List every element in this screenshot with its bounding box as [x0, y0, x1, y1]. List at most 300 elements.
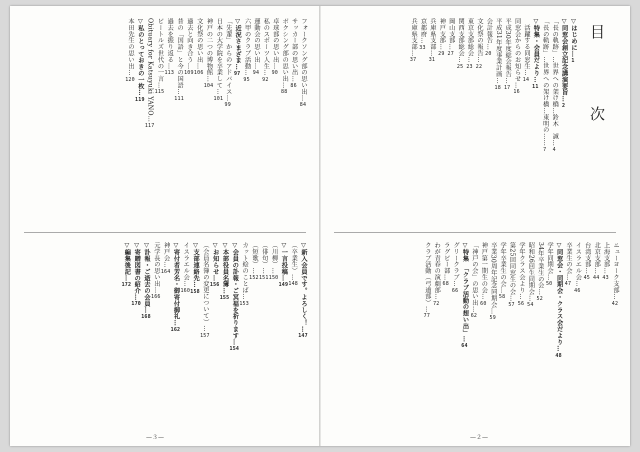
toc-entry: [517, 242, 526, 420]
leader-dots: …: [593, 267, 601, 274]
toc-entry: [174, 18, 184, 224]
toc-entry-title: 神戸会: [162, 242, 170, 262]
toc-entry: [522, 18, 531, 224]
toc-entry-title: カット絵のことば: [241, 242, 249, 294]
toc-entry: [151, 242, 161, 420]
toc-entry-title: ▽新入会員です。よろしく！: [300, 242, 307, 326]
leader-dots: …: [536, 288, 544, 296]
toc-page-number: 117: [144, 123, 155, 130]
toc-entry: [200, 242, 210, 420]
toc-page-number: 160: [180, 287, 191, 294]
right-page: [320, 6, 630, 446]
leader-dots: …: [290, 274, 298, 281]
toc-entry: [535, 242, 544, 420]
toc-page-number: 92: [262, 76, 269, 83]
leader-dots: …: [281, 82, 289, 89]
toc-page-number: 86: [290, 83, 297, 89]
leader-dots: …: [466, 56, 474, 63]
toc-page-number: 45: [583, 275, 590, 281]
toc-page-number: 152: [249, 275, 259, 281]
toc-page-number: 37: [409, 57, 417, 64]
toc-entry-title: 本田先生の思い出: [127, 18, 135, 70]
leader-dots: …: [201, 325, 209, 332]
toc-entry-title: クラブ活動（弓道部）: [423, 242, 431, 306]
toc-column-left-top: [125, 18, 308, 224]
toc-entry: [252, 18, 261, 224]
toc-entry: [456, 18, 465, 224]
toc-page-number: 46: [574, 287, 581, 294]
toc-entry-title: 卒業30周年記念同期会: [489, 242, 497, 308]
toc-page-number: 22: [475, 63, 483, 70]
toc-page-number: 52: [536, 296, 543, 303]
toc-entry-title: （川柳）: [270, 242, 278, 268]
toc-entry-title: 神戸の二つの博物館: [205, 18, 213, 76]
toc-entry: [280, 18, 289, 224]
toc-page-number: 157: [200, 332, 210, 339]
leader-dots: …: [499, 286, 507, 294]
toc-entry-title: 学年卒業生の会: [499, 242, 507, 287]
toc-entry-title: 台湾支部: [583, 242, 591, 268]
toc-entry-title: 私のスポーツ人生: [262, 18, 270, 70]
leader-dots: …: [224, 94, 232, 102]
toc-entry: [239, 242, 249, 420]
toc-page-number: 166: [151, 294, 161, 301]
toc-section-heading: [210, 242, 220, 420]
toc-page-number: 25: [456, 63, 464, 70]
toc-entry-title: ▽同窓会・同期会・クラス会だより: [555, 242, 563, 346]
toc-entry: [432, 242, 441, 420]
toc-entry-title: ボクシング部の思い出: [281, 18, 289, 82]
leader-dots: …: [508, 295, 516, 302]
toc-page-number: 14: [522, 76, 530, 83]
leader-dots: …: [517, 293, 525, 300]
left-page: [10, 6, 320, 446]
leader-dots: …: [185, 62, 193, 70]
toc-entry: [155, 18, 165, 224]
leader-dots: …: [243, 69, 251, 76]
toc-entry-title: 平成30年度総会報告: [504, 18, 512, 78]
toc-page-number: 150: [268, 275, 279, 281]
toc-page-number: 16: [513, 89, 520, 96]
toc-entry-title: （短歌）: [250, 242, 258, 268]
toc-entry-title: 北京支部: [593, 242, 601, 268]
toc-entry-title: ▽訃報・ご逝去の会員: [143, 242, 150, 307]
toc-page-number: 158: [190, 288, 200, 295]
toc-section-heading: [531, 18, 540, 224]
toc-entry-title: ▽会員の訃報・ご冥福を祈ります: [231, 242, 239, 339]
leader-dots: …: [564, 274, 572, 281]
toc-page-number: 31: [428, 57, 436, 64]
leader-dots: …: [300, 94, 307, 102]
toc-entry: [259, 242, 269, 420]
toc-entry-title: ▽私のとっておきの一枚: [136, 18, 144, 90]
toc-entry-title: 文化祭の報告: [475, 18, 483, 57]
toc-entry: [475, 18, 484, 224]
toc-entry-title: 平成31年度事業計画: [494, 18, 502, 78]
toc-entry-title: 文化祭の思い出: [195, 18, 203, 63]
leader-dots: …: [494, 77, 502, 84]
leader-dots: …: [133, 294, 141, 301]
leader-dots: …: [280, 274, 288, 282]
leader-dots: …: [250, 267, 258, 274]
toc-page-number: 4: [552, 146, 556, 153]
toc-entry-title: 元学長の思い出: [152, 242, 160, 287]
leader-dots: …: [127, 69, 135, 76]
toc-entry-title: 六甲のクラブ活動: [243, 18, 251, 70]
leader-dots: …: [489, 307, 497, 315]
leader-dots: …: [447, 43, 455, 50]
toc-entry: [611, 242, 620, 420]
leader-dots: …: [221, 287, 229, 294]
toc-page-number: 66: [451, 287, 459, 294]
toc-page-number: 60: [480, 300, 487, 307]
toc-entry-title: ▽寄付者芳名・御寄付御礼: [172, 242, 180, 320]
toc-entry-title: 第25回同窓生の会: [508, 242, 516, 296]
leader-dots: …: [452, 280, 460, 287]
toc-page-number: 27: [447, 51, 454, 57]
toc-page-number: 172: [121, 282, 132, 289]
toc-entry-title: 昭和26回生同期会: [527, 242, 535, 296]
toc-page-number: 101: [213, 95, 224, 102]
toc-entry-title: 神戸第一期生の会: [480, 242, 488, 294]
toc-entry-title: （俳句）: [260, 242, 268, 268]
toc-entry: [249, 242, 259, 420]
toc-column-right-top: [409, 18, 578, 224]
toc-entry: [470, 242, 479, 420]
leader-dots: …: [260, 267, 268, 274]
toc-entry-title: 過去と向き合う: [185, 18, 193, 63]
toc-page-number: 44: [592, 275, 600, 281]
toc-entry: [545, 242, 554, 420]
toc-page-number: 62: [470, 313, 478, 320]
leader-dots: …: [442, 274, 450, 281]
toc-page-number: 95: [243, 76, 250, 83]
toc-section-heading: [233, 18, 242, 224]
leader-dots: …: [262, 69, 270, 76]
toc-entry: [204, 18, 214, 224]
toc-entry-title: 学年クラス会より: [517, 242, 525, 294]
leader-dots: …: [182, 280, 190, 287]
toc-entry-title: ▽一言投稿: [280, 242, 288, 275]
toc-entry: [488, 242, 497, 420]
toc-section-heading: [554, 242, 563, 420]
toc-page-number: 56: [517, 300, 525, 307]
toc-entry: [180, 242, 190, 420]
toc-entry: [184, 18, 194, 224]
toc-entry: [441, 242, 450, 420]
toc-page-number: 77: [423, 313, 431, 320]
toc-entry-title: ▽お知らせ: [211, 242, 219, 275]
toc-section-heading: [220, 242, 230, 420]
toc-page-number: 64: [461, 343, 468, 350]
toc-page-number: 168: [141, 314, 151, 321]
toc-entry-title: 「長の軌跡」…世界への架け橋…東明の…: [541, 18, 549, 140]
leader-dots: …: [602, 267, 610, 274]
toc-section-heading: [131, 242, 141, 420]
toc-entry: [451, 242, 460, 420]
page-number-right: —２—: [470, 434, 489, 441]
toc-entry: [582, 242, 591, 420]
leader-dots: …: [234, 63, 242, 70]
leader-dots: …: [513, 82, 521, 89]
toc-column-right-bottom: [422, 242, 620, 420]
toc-entry-title: 卒業生の会: [564, 242, 572, 274]
toc-entry-title: （会員名簿の変更について）: [201, 242, 209, 326]
toc-entry-title: ▽同窓会創立記念講演要旨: [560, 18, 568, 96]
leader-dots: …: [172, 319, 180, 326]
toc-page-number: 17: [503, 84, 511, 91]
toc-entry: [299, 18, 308, 224]
toc-page-number: 50: [545, 281, 553, 288]
toc-entry: [550, 18, 559, 224]
toc-page-number: 119: [135, 96, 145, 103]
toc-entry: [493, 18, 502, 224]
toc-entry-title: 運動会の思い出: [252, 18, 260, 63]
toc-page-number: 162: [170, 327, 181, 333]
toc-entry-title: （卒業生）: [290, 242, 298, 274]
leader-dots: …: [423, 306, 431, 313]
toc-section-heading: [569, 18, 578, 224]
toc-section-heading: [298, 242, 308, 420]
toc-page-number: 54: [527, 302, 534, 309]
toc-page-number: 18: [494, 84, 501, 91]
toc-page-number: 113: [164, 70, 175, 77]
toc-entry-title: 「長の軌跡」…世界への架け橋…鈴木 誠: [551, 18, 559, 140]
leader-dots: …: [612, 293, 619, 300]
toc-section-heading: [559, 18, 568, 224]
toc-entry-title: ニューヨーク支部: [612, 242, 619, 294]
leader-dots: …: [162, 261, 170, 268]
leader-dots: …: [205, 75, 213, 82]
leader-dots: …: [570, 50, 577, 58]
toc-entry: [194, 18, 204, 224]
toc-entry: [214, 18, 224, 224]
toc-entry-title: ▽編集後記: [123, 242, 131, 275]
toc-entry: [507, 242, 516, 420]
leader-dots: …: [176, 88, 184, 95]
leader-dots: …: [461, 335, 469, 343]
toc-entry-title: ▽寄贈図書の紹介: [133, 242, 141, 294]
leader-dots: …: [195, 62, 203, 70]
toc-page-number: 11: [532, 83, 539, 90]
toc-page-number: 106: [193, 70, 204, 77]
toc-entry-title: 上海支部: [602, 242, 610, 268]
leader-dots: …: [485, 43, 493, 50]
toc-entry: [592, 242, 601, 420]
leader-dots: …: [475, 56, 483, 63]
toc-entry-title: 「神戸の会」の思い出: [470, 242, 478, 306]
toc-page-number: 155: [219, 295, 230, 301]
toc-page-number: 90: [271, 70, 278, 77]
toc-page-number: 20: [485, 51, 492, 57]
toc-entry-title: 兵庫県支部: [428, 18, 436, 50]
leader-dots: …: [143, 306, 150, 314]
toc-page-number: 170: [131, 301, 142, 308]
toc-entry-title: ▽支部連絡先: [192, 242, 200, 282]
leader-dots: …: [211, 274, 219, 282]
toc-page-number: 99: [224, 102, 231, 109]
leader-dots: …: [271, 62, 279, 70]
toc-entry: [125, 18, 135, 224]
toc-entry-title: 日本の大学院を卒業して: [215, 18, 223, 89]
toc-page-number: 148: [288, 281, 299, 288]
toc-page-number: 149: [278, 282, 289, 289]
toc-entry: [479, 242, 488, 420]
toc-entry: [418, 18, 427, 224]
leader-dots: …: [457, 56, 465, 63]
leader-dots: …: [300, 326, 307, 333]
toc-section-heading: [230, 242, 240, 420]
toc-entry: [269, 242, 279, 420]
leader-dots: …: [152, 286, 160, 294]
toc-entry: [270, 18, 279, 224]
toc-entry: [564, 242, 573, 420]
leader-dots: …: [136, 89, 144, 96]
toc-entry-title: Obituary for Katsuyuki YANO: [146, 18, 154, 116]
toc-entry-title: 34年卒業生の会: [536, 242, 544, 289]
toc-page-number: 104: [203, 83, 214, 89]
toc-page-number: 1: [571, 58, 575, 65]
toc-entry: [288, 242, 298, 420]
toc-entry-title: 岡山支部: [447, 18, 455, 44]
toc-page-number: 23: [466, 63, 473, 70]
toc-entry: [498, 242, 507, 420]
toc-entry: [161, 242, 171, 420]
toc-entry: [526, 242, 535, 420]
page-number-left: —３—: [146, 434, 165, 441]
toc-entry-title: 学年同期会: [546, 242, 554, 274]
toc-entry: [428, 18, 437, 224]
toc-entry-title: グリークラブ: [452, 242, 460, 281]
document-spread: [10, 6, 630, 446]
toc-entry-title: イスラエル会: [182, 242, 190, 281]
toc-entry: [409, 18, 418, 224]
toc-page-number: 88: [280, 89, 288, 96]
toc-entry-title: フォークソング部の思い出: [300, 18, 307, 95]
toc-page-number: 47: [564, 281, 572, 288]
toc-section-heading: [171, 242, 181, 420]
leader-dots: …: [574, 280, 582, 287]
leader-dots: …: [215, 88, 223, 95]
leader-dots: …: [166, 62, 174, 70]
toc-page-number: 59: [489, 315, 496, 322]
toc-page-number: 2: [561, 103, 566, 109]
toc-entry-title: 関西支部総会: [457, 18, 465, 57]
leader-dots: …: [241, 293, 249, 300]
leader-dots: …: [480, 293, 488, 300]
leader-dots: …: [410, 50, 418, 57]
leader-dots: …: [146, 115, 154, 123]
toc-entry: [512, 18, 521, 224]
toc-page-number: 42: [611, 300, 619, 307]
toc-page-number: 29: [438, 51, 445, 57]
toc-entry-title: 昔の「国語」と今の国語: [176, 18, 184, 89]
toc-section-heading: [190, 242, 200, 420]
toc-entry: [422, 242, 431, 420]
toc-entry: [223, 18, 232, 224]
toc-page-number: 111: [174, 95, 184, 102]
toc-entry-title: ▽本部役員名簿: [221, 242, 229, 288]
toc-entry: [484, 18, 493, 224]
toc-page-number: 68: [442, 281, 449, 288]
toc-entry: [601, 242, 610, 420]
toc-page-number: 151: [258, 275, 269, 281]
leader-dots: …: [270, 267, 278, 274]
toc-entry-title: 神戸支部: [438, 18, 446, 44]
leader-dots: …: [231, 338, 239, 346]
toc-page-number: 109: [184, 70, 194, 77]
leader-dots: …: [527, 295, 535, 302]
toc-page-number: 97: [233, 71, 241, 77]
toc-entry-title: 京都府: [419, 18, 427, 38]
toc-section-heading: [122, 242, 132, 420]
toc-page-number: 115: [154, 89, 165, 96]
toc-entry: [465, 18, 474, 224]
leader-dots: …: [433, 293, 441, 300]
leader-dots: …: [583, 267, 591, 274]
toc-page-number: 156: [209, 282, 220, 289]
toc-entry: [289, 18, 298, 224]
toc-entry-title: 卓球部の思い出: [271, 18, 279, 63]
toc-page-number: 147: [298, 333, 308, 340]
toc-page-number: 120: [125, 76, 135, 83]
toc-page-number: 164: [160, 268, 171, 275]
toc-column-left-bottom: [122, 242, 308, 420]
section-divider: [24, 232, 306, 233]
leader-dots: …: [428, 50, 436, 57]
toc-section-heading: [135, 18, 145, 224]
toc-entry-title: 同窓会からのお知らせ: [513, 18, 521, 82]
toc-entry-title: 活躍する同窓生: [522, 18, 530, 70]
toc-page-number: 43: [602, 275, 609, 281]
leader-dots: …: [504, 77, 512, 84]
toc-page-number: 72: [433, 300, 440, 307]
leader-dots: …: [560, 95, 568, 102]
toc-entry-title: ラグビー部: [442, 242, 450, 274]
toc-entry: [503, 18, 512, 224]
toc-page-number: 7: [543, 146, 547, 153]
leader-dots: …: [470, 306, 478, 313]
toc-entry-title: ▽特集・会員だより: [532, 18, 540, 77]
toc-title: 目 次: [588, 24, 606, 147]
leader-dots: …: [419, 37, 427, 44]
toc-section-heading: [460, 242, 469, 420]
toc-section-heading: [141, 242, 151, 420]
leader-dots: …: [546, 274, 554, 281]
leader-dots: …: [532, 76, 540, 83]
leader-dots: …: [290, 75, 298, 82]
toc-entry-title: サッカー部の思い出: [290, 18, 298, 76]
leader-dots: …: [192, 281, 200, 288]
toc-entry: [573, 242, 582, 420]
leader-dots: …: [555, 345, 563, 352]
toc-page-number: 57: [508, 302, 515, 309]
toc-entry: [437, 18, 446, 224]
toc-entry: [164, 18, 174, 224]
toc-page-number: 84: [299, 102, 307, 109]
toc-entry-title: 兵庫県支部: [410, 18, 418, 50]
toc-entry-title: ビートルズ世代の一言: [156, 18, 164, 82]
toc-entry-title: 過去を振り返る: [166, 18, 174, 63]
leader-dots: …: [438, 43, 446, 50]
leader-dots: …: [123, 274, 131, 282]
toc-entry-title: ▽特集 「クラブ活動の想い出」: [461, 242, 469, 336]
toc-entry: [261, 18, 270, 224]
toc-page-number: 153: [239, 300, 249, 307]
toc-entry: [145, 18, 155, 224]
toc-entry-title: 会計報告: [485, 18, 493, 44]
toc-entry: [540, 18, 549, 224]
